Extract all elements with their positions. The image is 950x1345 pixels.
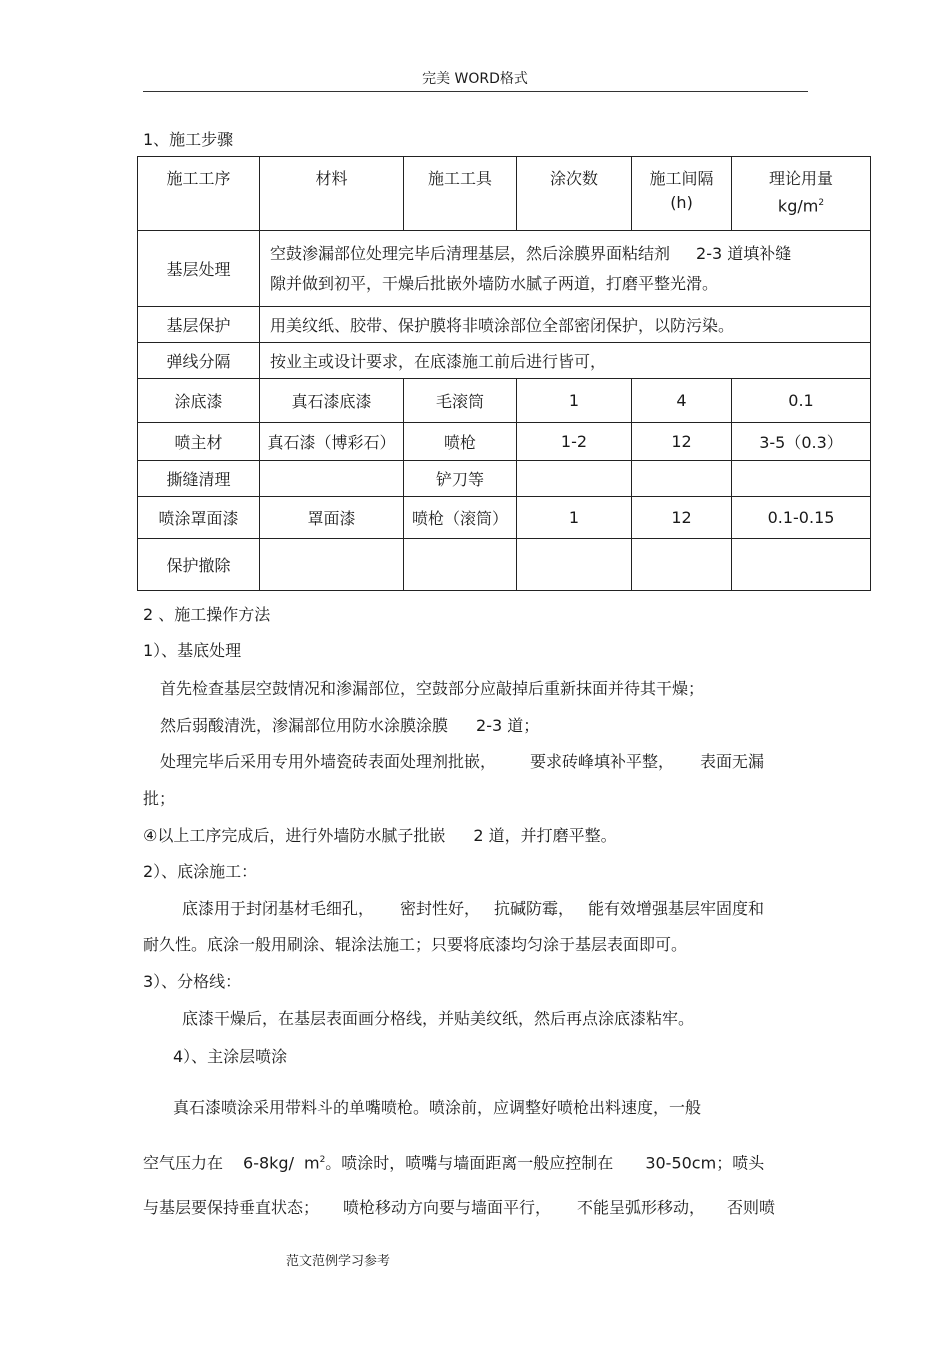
cell-process: 涂底漆 (138, 379, 260, 423)
paragraph: 首先检查基层空鼓情况和渗漏部位，空鼓部分应敲掉后重新抹面并待其干燥； (160, 679, 705, 698)
cell-material: 罩面漆 (260, 497, 404, 539)
construction-steps-table (137, 156, 871, 591)
paragraph-continuation: 耐久性。底涂一般用刷涂、辊涂法施工；只要将底漆均匀涂于基层表面即可。 (143, 935, 688, 954)
cell-tools: 喷枪 (404, 423, 517, 461)
table-row (138, 423, 871, 461)
section-1-title: 1、施工步骤 (143, 130, 234, 149)
cell-material: 真石漆底漆 (260, 379, 404, 423)
paragraph: 真石漆喷涂采用带料斗的单嘴喷枪。喷涂前，应调整好喷枪出料速度，一般 (173, 1098, 702, 1117)
subsection-3-title: 3）、分格线： (143, 972, 242, 991)
cell-usage: 0.1-0.15 (732, 497, 871, 539)
paragraph: 然后弱酸清洗，渗漏部位用防水涂膜涂膜 2-3 道； (160, 716, 540, 735)
header-material: 材料 (260, 157, 404, 231)
paragraph: 底漆用于封闭基材毛细孔， 密封性好， 抗碱防霉， 能有效增强基层牢固度和 (182, 899, 765, 918)
subsection-4-title: 4）、主涂层喷涂 (173, 1047, 288, 1066)
table-row (138, 379, 871, 423)
cell-process: 喷涂罩面漆 (138, 497, 260, 539)
table-header-row (138, 157, 871, 231)
cell-material (260, 461, 404, 497)
section-2-title: 2 、施工操作方法 (143, 605, 271, 624)
page-footer: 范文范例学习参考 (286, 1254, 391, 1269)
cell-material (260, 539, 404, 591)
table-row (138, 539, 871, 591)
cell-coats: 1 (517, 379, 632, 423)
cell-interval: 4 (632, 379, 732, 423)
cell-interval: 12 (632, 423, 732, 461)
cell-process: 喷主材 (138, 423, 260, 461)
cell-tools: 铲刀等 (404, 461, 517, 497)
cell-tools: 喷枪（滚筒） (404, 497, 517, 539)
page-header: 完美 WORD格式 (422, 71, 528, 87)
cell-usage: 3-5（0.3） (732, 423, 871, 461)
paragraph: 与基层要保持垂直状态； 喷枪移动方向要与墙面平行， 不能呈弧形移动， 否则喷 (143, 1198, 776, 1217)
header-interval: 施工间隔 (h) (632, 157, 732, 231)
cell-interval: 12 (632, 497, 732, 539)
cell-interval (632, 539, 732, 591)
cell-usage (732, 461, 871, 497)
cell-coats (517, 539, 632, 591)
cell-material: 真石漆（博彩石） (260, 423, 404, 461)
row-description: 用美纹纸、胶带、保护膜将非喷涂部位全部密闭保护，以防污染。 (260, 307, 871, 343)
cell-process: 撕缝清理 (138, 461, 260, 497)
row-description: 按业主或设计要求，在底漆施工前后进行皆可， (260, 343, 871, 379)
cell-coats (517, 461, 632, 497)
row-process: 基层保护 (138, 307, 260, 343)
row-process: 基层处理 (138, 231, 260, 307)
cell-coats: 1 (517, 497, 632, 539)
cell-usage: 0.1 (732, 379, 871, 423)
header-process: 施工工序 (138, 157, 260, 231)
header-tools: 施工工具 (404, 157, 517, 231)
paragraph: ④以上工序完成后，进行外墙防水腻子批嵌 2 道，并打磨平整。 (143, 826, 617, 845)
cell-usage (732, 539, 871, 591)
subsection-1-title: 1）、基底处理 (143, 641, 242, 660)
cell-tools: 毛滚筒 (404, 379, 517, 423)
table-row (138, 497, 871, 539)
cell-process: 保护撤除 (138, 539, 260, 591)
table-row (138, 231, 871, 307)
cell-interval (632, 461, 732, 497)
table-row (138, 343, 871, 379)
cell-coats: 1-2 (517, 423, 632, 461)
table-row (138, 461, 871, 497)
header-usage: 理论用量 $kg/m^2$ (732, 157, 871, 231)
header-divider (143, 91, 808, 92)
subsection-2-title: 2）、底涂施工： (143, 862, 258, 881)
paragraph: 底漆干燥后，在基层表面画分格线，并贴美纹纸，然后再点涂底漆粘牢。 (182, 1009, 695, 1028)
header-coats: 涂次数 (517, 157, 632, 231)
cell-tools (404, 539, 517, 591)
row-description: 空鼓渗漏部位处理完毕后清理基层，然后涂膜界面粘结剂 2-3 道填补缝 隙并做到初平，干燥后批嵌外墙防水腻子两道，打磨平整光滑。 (260, 231, 871, 307)
row-process: 弹线分隔 (138, 343, 260, 379)
paragraph-continuation: 批； (143, 789, 176, 808)
paragraph: 处理完毕后采用专用外墙瓷砖表面处理剂批嵌， 要求砖峰填补平整， 表面无漏 (160, 752, 765, 771)
table-row (138, 307, 871, 343)
paragraph: 空气压力在 6-8kg/ $m^2$。喷涂时，喷嘴与墙面距离一般应控制在 30-50cm；喷头 (143, 1153, 765, 1173)
